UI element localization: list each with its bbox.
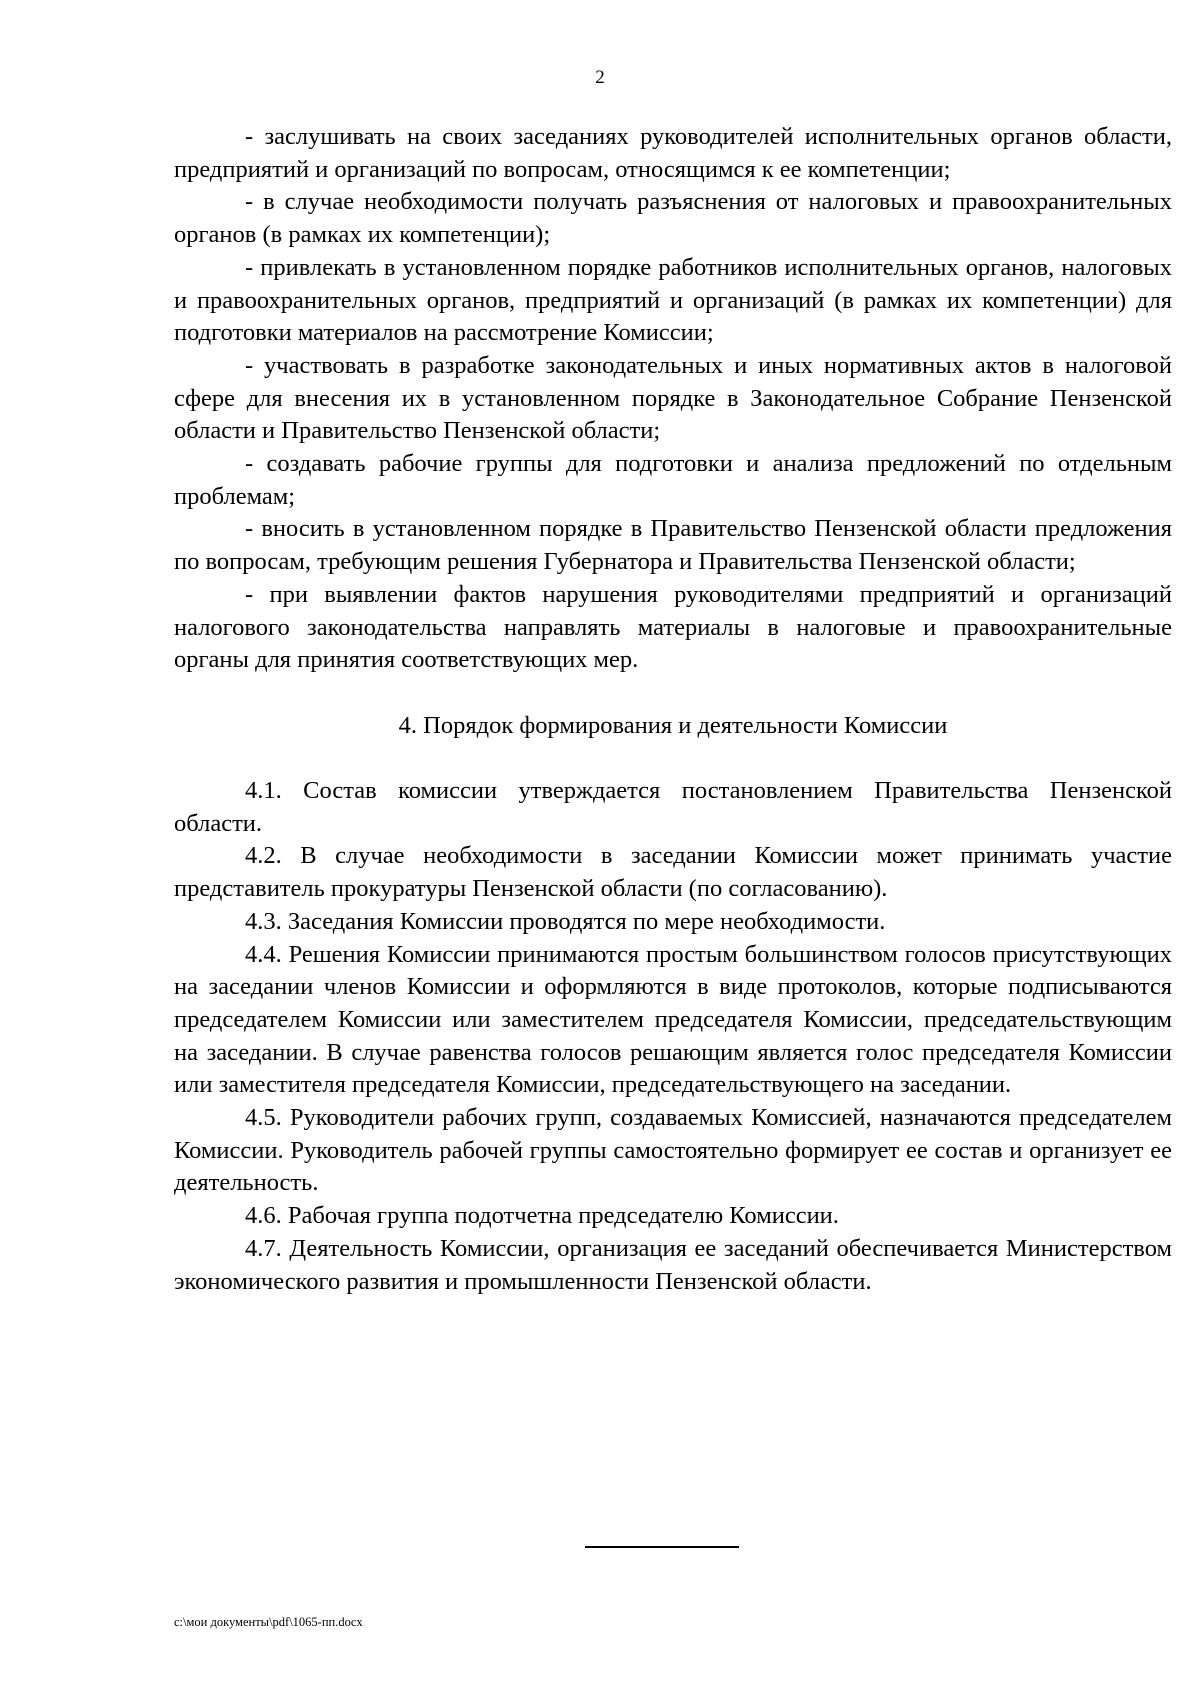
list-item: - при выявлении фактов нарушения руководителями предприятий и организаций налогового законодательства направлять материалы в налоговые и правоохранительные органы для принятия соответствующих мер. <box>174 580 1172 674</box>
section-paragraph: 4.1. Состав комиссии утверждается постановлением Правительства Пензенской области. <box>174 777 1172 837</box>
section-paragraph: 4.5. Руководители рабочих групп, создаваемых Комиссией, назначаются председателем Комиссии. Руководитель рабочей группы самостоятельно формирует ее состав и организует ее деятельность. <box>174 1104 1172 1197</box>
list-item: - в случае необходимости получать разъяснения от налоговых и правоохранительных органов (в рамках их компетенции); <box>174 188 1172 249</box>
document-body <box>174 121 1172 1298</box>
section-paragraph: 4.2. В случае необходимости в заседании Комиссии может принимать участие представитель прокуратуры Пензенской области (по согласованию). <box>174 842 1172 903</box>
file-path-footer: c:\мои документы\pdf\1065-пп.docx <box>174 1615 363 1629</box>
list-item: - создавать рабочие группы для подготовки и анализа предложений по отдельным проблемам; <box>174 450 1172 510</box>
section-paragraph: 4.6. Рабочая группа подотчетна председателю Комиссии. <box>245 1202 839 1230</box>
list-item: - заслушивать на своих заседаниях руководителей исполнительных органов области, предприятий и организаций по вопросам, относящимся к ее компетенции; <box>174 123 1172 183</box>
list-item: - участвовать в разработке законодательных и иных нормативных актов в налоговой сфере для внесения их в установленном порядке в Законодательное Собрание Пензенской области и Правительство Пензенской области; <box>174 351 1172 445</box>
list-item: - вносить в установленном порядке в Правительство Пензенской области предложения по вопросам, требующим решения Губернатора и Правительства Пензенской области; <box>174 515 1172 576</box>
section-paragraph: 4.4. Решения Комиссии принимаются простым большинством голосов присутствующих на заседании членов Комиссии и оформляются в виде протоколов, которые подписываются председателем Комиссии или заместителем председателя Комиссии, председательствующим на заседании. В случае равенства голосов решающим является голос председателя Комиссии или заместителя председателя Комиссии, председательствующего на заседании. <box>174 940 1172 1099</box>
list-item: - привлекать в установленном порядке работников исполнительных органов, налоговых и правоохранительных органов, предприятий и организаций (в рамках их компетенции) для подготовки материалов на рассмотрение Комиссии; <box>174 253 1172 347</box>
section-paragraph: 4.7. Деятельность Комиссии, организация ее заседаний обеспечивается Министерством экономического развития и промышленности Пензенской области. <box>174 1234 1172 1295</box>
page-number: 2 <box>595 67 605 88</box>
section-paragraph: 4.3. Заседания Комиссии проводятся по мере необходимости. <box>245 907 886 935</box>
end-divider <box>585 1546 739 1548</box>
section-title: 4. Порядок формирования и деятельности Комиссии <box>398 711 948 739</box>
